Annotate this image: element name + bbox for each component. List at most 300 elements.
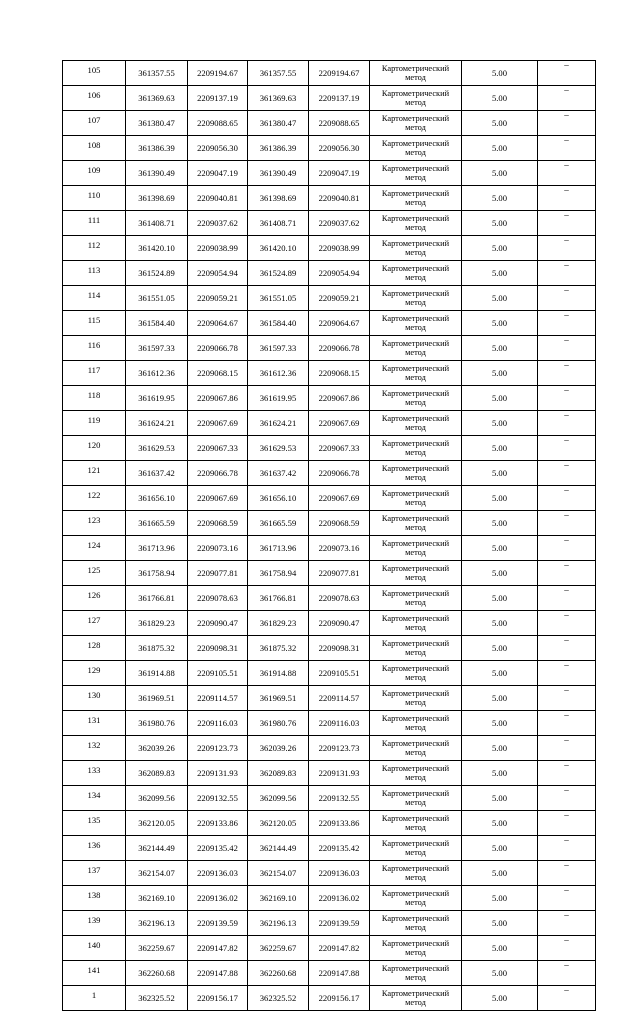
accuracy-cell: 5.00	[462, 911, 538, 936]
description-cell: –	[538, 61, 596, 86]
point-number-cell: 140	[63, 936, 126, 961]
table-row	[63, 536, 596, 561]
y-coordinate-new-cell: 2209056.30	[309, 136, 370, 161]
x-coordinate-new-cell: 361398.69	[248, 186, 309, 211]
method-line-1: Картометрический	[381, 289, 450, 298]
point-number-cell: 138	[63, 886, 126, 911]
description-cell: –	[538, 811, 596, 836]
table-row	[63, 836, 596, 861]
description-cell: –	[538, 711, 596, 736]
y-coordinate-cell: 2209136.03	[188, 861, 248, 886]
table-row	[63, 961, 596, 986]
x-coordinate-cell: 361914.88	[126, 661, 188, 686]
point-number-cell: 116	[63, 336, 126, 361]
y-coordinate-new-cell: 2209077.81	[309, 561, 370, 586]
point-number-cell: 137	[63, 861, 126, 886]
x-coordinate-new-cell: 361629.53	[248, 436, 309, 461]
y-coordinate-cell: 2209135.42	[188, 836, 248, 861]
description-cell: –	[538, 461, 596, 486]
description-cell: –	[538, 761, 596, 786]
x-coordinate-cell: 361629.53	[126, 436, 188, 461]
y-coordinate-new-cell: 2209064.67	[309, 311, 370, 336]
point-number-cell: 105	[63, 61, 126, 86]
x-coordinate-new-cell: 361380.47	[248, 111, 309, 136]
y-coordinate-cell: 2209139.59	[188, 911, 248, 936]
method-line-1: Картометрический	[381, 539, 450, 548]
x-coordinate-cell: 362169.10	[126, 886, 188, 911]
accuracy-cell: 5.00	[462, 461, 538, 486]
table-row	[63, 711, 596, 736]
x-coordinate-new-cell: 362169.10	[248, 886, 309, 911]
method-line-1: Картометрический	[381, 439, 450, 448]
y-coordinate-new-cell: 2209133.86	[309, 811, 370, 836]
table-row	[63, 211, 596, 236]
method-line-2: метод	[405, 473, 426, 482]
point-number-cell: 110	[63, 186, 126, 211]
table-row	[63, 236, 596, 261]
table-row	[63, 111, 596, 136]
description-cell: –	[538, 111, 596, 136]
method-line-2: метод	[405, 248, 426, 257]
method-line-2: метод	[405, 98, 426, 107]
x-coordinate-cell: 361369.63	[126, 86, 188, 111]
y-coordinate-new-cell: 2209136.03	[309, 861, 370, 886]
point-number-cell: 109	[63, 161, 126, 186]
point-number-cell: 112	[63, 236, 126, 261]
method-cell	[370, 486, 462, 511]
method-line-2: метод	[405, 923, 426, 932]
method-line-1: Картометрический	[381, 664, 450, 673]
method-line-2: метод	[405, 423, 426, 432]
method-line-1: Картометрический	[381, 464, 450, 473]
method-cell	[370, 986, 462, 1011]
point-number-cell: 136	[63, 836, 126, 861]
method-line-2: метод	[405, 398, 426, 407]
method-line-1: Картометрический	[381, 214, 450, 223]
method-line-2: метод	[405, 348, 426, 357]
method-cell	[370, 561, 462, 586]
description-cell: –	[538, 911, 596, 936]
method-line-1: Картометрический	[381, 514, 450, 523]
description-cell: –	[538, 886, 596, 911]
point-number-cell: 120	[63, 436, 126, 461]
x-coordinate-new-cell: 361829.23	[248, 611, 309, 636]
method-cell	[370, 936, 462, 961]
method-cell	[370, 611, 462, 636]
y-coordinate-new-cell: 2209066.78	[309, 336, 370, 361]
method-cell	[370, 861, 462, 886]
y-coordinate-new-cell: 2209116.03	[309, 711, 370, 736]
x-coordinate-new-cell: 361369.63	[248, 86, 309, 111]
table-row	[63, 511, 596, 536]
method-line-1: Картометрический	[381, 714, 450, 723]
x-coordinate-cell: 361713.96	[126, 536, 188, 561]
method-line-2: метод	[405, 273, 426, 282]
method-cell	[370, 211, 462, 236]
method-line-2: метод	[405, 748, 426, 757]
x-coordinate-cell: 361398.69	[126, 186, 188, 211]
point-number-cell: 126	[63, 586, 126, 611]
method-line-1: Картометрический	[381, 589, 450, 598]
x-coordinate-cell: 361875.32	[126, 636, 188, 661]
description-cell: –	[538, 336, 596, 361]
point-number-cell: 106	[63, 86, 126, 111]
description-cell: –	[538, 861, 596, 886]
x-coordinate-cell: 361408.71	[126, 211, 188, 236]
table-row	[63, 261, 596, 286]
method-cell	[370, 311, 462, 336]
table-row	[63, 811, 596, 836]
y-coordinate-new-cell: 2209066.78	[309, 461, 370, 486]
point-number-cell: 125	[63, 561, 126, 586]
y-coordinate-new-cell: 2209131.93	[309, 761, 370, 786]
y-coordinate-cell: 2209067.69	[188, 411, 248, 436]
point-number-cell: 128	[63, 636, 126, 661]
method-line-1: Картометрический	[381, 264, 450, 273]
x-coordinate-new-cell: 361408.71	[248, 211, 309, 236]
method-cell	[370, 461, 462, 486]
description-cell: –	[538, 486, 596, 511]
method-line-2: метод	[405, 823, 426, 832]
table-row	[63, 611, 596, 636]
method-cell	[370, 661, 462, 686]
x-coordinate-cell: 361524.89	[126, 261, 188, 286]
method-cell	[370, 236, 462, 261]
table-row	[63, 561, 596, 586]
x-coordinate-new-cell: 361758.94	[248, 561, 309, 586]
point-number-cell: 130	[63, 686, 126, 711]
method-line-1: Картометрический	[381, 614, 450, 623]
point-number-cell: 108	[63, 136, 126, 161]
point-number-cell: 124	[63, 536, 126, 561]
method-line-1: Картометрический	[381, 89, 450, 98]
x-coordinate-cell: 361357.55	[126, 61, 188, 86]
accuracy-cell: 5.00	[462, 886, 538, 911]
point-number-cell: 134	[63, 786, 126, 811]
x-coordinate-cell: 361637.42	[126, 461, 188, 486]
description-cell: –	[538, 561, 596, 586]
point-number-cell: 132	[63, 736, 126, 761]
method-line-2: метод	[405, 198, 426, 207]
accuracy-cell: 5.00	[462, 736, 538, 761]
description-cell: –	[538, 986, 596, 1011]
y-coordinate-cell: 2209040.81	[188, 186, 248, 211]
method-cell	[370, 411, 462, 436]
x-coordinate-cell: 362259.67	[126, 936, 188, 961]
table-row	[63, 911, 596, 936]
y-coordinate-new-cell: 2209136.02	[309, 886, 370, 911]
method-cell	[370, 111, 462, 136]
method-line-1: Картометрический	[381, 764, 450, 773]
accuracy-cell: 5.00	[462, 161, 538, 186]
description-cell: –	[538, 86, 596, 111]
y-coordinate-cell: 2209194.67	[188, 61, 248, 86]
method-line-2: метод	[405, 523, 426, 532]
y-coordinate-cell: 2209038.99	[188, 236, 248, 261]
accuracy-cell: 5.00	[462, 661, 538, 686]
y-coordinate-cell: 2209067.86	[188, 386, 248, 411]
method-line-2: метод	[405, 148, 426, 157]
description-cell: –	[538, 161, 596, 186]
table-row	[63, 411, 596, 436]
y-coordinate-new-cell: 2209068.15	[309, 361, 370, 386]
x-coordinate-new-cell: 362196.13	[248, 911, 309, 936]
x-coordinate-new-cell: 362144.49	[248, 836, 309, 861]
y-coordinate-cell: 2209133.86	[188, 811, 248, 836]
x-coordinate-cell: 362039.26	[126, 736, 188, 761]
y-coordinate-cell: 2209131.93	[188, 761, 248, 786]
method-line-2: метод	[405, 698, 426, 707]
x-coordinate-cell: 361656.10	[126, 486, 188, 511]
table-row	[63, 436, 596, 461]
method-cell	[370, 811, 462, 836]
y-coordinate-new-cell: 2209147.88	[309, 961, 370, 986]
point-number-cell: 114	[63, 286, 126, 311]
x-coordinate-new-cell: 361875.32	[248, 636, 309, 661]
method-line-2: метод	[405, 373, 426, 382]
method-line-1: Картометрический	[381, 239, 450, 248]
y-coordinate-cell: 2209068.59	[188, 511, 248, 536]
y-coordinate-cell: 2209047.19	[188, 161, 248, 186]
method-line-2: метод	[405, 573, 426, 582]
method-line-1: Картометрический	[381, 114, 450, 123]
accuracy-cell: 5.00	[462, 286, 538, 311]
y-coordinate-cell: 2209137.19	[188, 86, 248, 111]
method-cell	[370, 361, 462, 386]
method-line-2: метод	[405, 298, 426, 307]
y-coordinate-new-cell: 2209038.99	[309, 236, 370, 261]
x-coordinate-new-cell: 361624.21	[248, 411, 309, 436]
method-cell	[370, 886, 462, 911]
x-coordinate-new-cell: 361420.10	[248, 236, 309, 261]
x-coordinate-new-cell: 361969.51	[248, 686, 309, 711]
method-cell	[370, 761, 462, 786]
method-line-1: Картометрический	[381, 489, 450, 498]
x-coordinate-new-cell: 361524.89	[248, 261, 309, 286]
x-coordinate-cell: 361758.94	[126, 561, 188, 586]
method-cell	[370, 136, 462, 161]
x-coordinate-cell: 362196.13	[126, 911, 188, 936]
description-cell: –	[538, 661, 596, 686]
method-cell	[370, 961, 462, 986]
table-row	[63, 86, 596, 111]
method-line-2: метод	[405, 123, 426, 132]
y-coordinate-new-cell: 2209147.82	[309, 936, 370, 961]
method-line-2: метод	[405, 498, 426, 507]
point-number-cell: 121	[63, 461, 126, 486]
method-cell	[370, 336, 462, 361]
description-cell: –	[538, 611, 596, 636]
y-coordinate-new-cell: 2209068.59	[309, 511, 370, 536]
method-cell	[370, 536, 462, 561]
method-line-2: метод	[405, 323, 426, 332]
method-cell	[370, 86, 462, 111]
y-coordinate-new-cell: 2209105.51	[309, 661, 370, 686]
table-row	[63, 686, 596, 711]
y-coordinate-new-cell: 2209090.47	[309, 611, 370, 636]
point-number-cell: 115	[63, 311, 126, 336]
y-coordinate-cell: 2209068.15	[188, 361, 248, 386]
description-cell: –	[538, 736, 596, 761]
x-coordinate-cell: 362089.83	[126, 761, 188, 786]
method-line-1: Картометрический	[381, 964, 450, 973]
point-number-cell: 127	[63, 611, 126, 636]
method-line-1: Картометрический	[381, 689, 450, 698]
y-coordinate-new-cell: 2209040.81	[309, 186, 370, 211]
x-coordinate-new-cell: 361390.49	[248, 161, 309, 186]
y-coordinate-new-cell: 2209067.86	[309, 386, 370, 411]
accuracy-cell: 5.00	[462, 586, 538, 611]
y-coordinate-new-cell: 2209114.57	[309, 686, 370, 711]
table-row	[63, 586, 596, 611]
y-coordinate-new-cell: 2209194.67	[309, 61, 370, 86]
table-row	[63, 936, 596, 961]
method-cell	[370, 61, 462, 86]
point-number-cell: 141	[63, 961, 126, 986]
point-number-cell: 133	[63, 761, 126, 786]
table-row	[63, 286, 596, 311]
table-row	[63, 736, 596, 761]
method-line-2: метод	[405, 223, 426, 232]
method-line-2: метод	[405, 873, 426, 882]
y-coordinate-cell: 2209059.21	[188, 286, 248, 311]
method-line-1: Картометрический	[381, 564, 450, 573]
x-coordinate-new-cell: 362325.52	[248, 986, 309, 1011]
method-line-1: Картометрический	[381, 989, 450, 998]
y-coordinate-new-cell: 2209156.17	[309, 986, 370, 1011]
x-coordinate-cell: 361584.40	[126, 311, 188, 336]
method-line-1: Картометрический	[381, 864, 450, 873]
description-cell: –	[538, 186, 596, 211]
table-row	[63, 761, 596, 786]
accuracy-cell: 5.00	[462, 836, 538, 861]
x-coordinate-cell: 362325.52	[126, 986, 188, 1011]
accuracy-cell: 5.00	[462, 811, 538, 836]
accuracy-cell: 5.00	[462, 136, 538, 161]
x-coordinate-new-cell: 361551.05	[248, 286, 309, 311]
method-line-2: метод	[405, 848, 426, 857]
accuracy-cell: 5.00	[462, 336, 538, 361]
method-cell	[370, 186, 462, 211]
point-number-cell: 122	[63, 486, 126, 511]
description-cell: –	[538, 136, 596, 161]
y-coordinate-cell: 2209067.69	[188, 486, 248, 511]
point-number-cell: 111	[63, 211, 126, 236]
method-line-1: Картометрический	[381, 64, 450, 73]
y-coordinate-cell: 2209147.82	[188, 936, 248, 961]
description-cell: –	[538, 686, 596, 711]
accuracy-cell: 5.00	[462, 961, 538, 986]
point-number-cell: 113	[63, 261, 126, 286]
y-coordinate-cell: 2209088.65	[188, 111, 248, 136]
accuracy-cell: 5.00	[462, 711, 538, 736]
method-line-1: Картометрический	[381, 314, 450, 323]
accuracy-cell: 5.00	[462, 411, 538, 436]
x-coordinate-new-cell: 361980.76	[248, 711, 309, 736]
y-coordinate-new-cell: 2209059.21	[309, 286, 370, 311]
description-cell: –	[538, 311, 596, 336]
accuracy-cell: 5.00	[462, 61, 538, 86]
x-coordinate-cell: 362099.56	[126, 786, 188, 811]
x-coordinate-new-cell: 361665.59	[248, 511, 309, 536]
description-cell: –	[538, 836, 596, 861]
y-coordinate-cell: 2209136.02	[188, 886, 248, 911]
method-line-2: метод	[405, 73, 426, 82]
y-coordinate-cell: 2209090.47	[188, 611, 248, 636]
y-coordinate-new-cell: 2209067.69	[309, 486, 370, 511]
method-line-1: Картометрический	[381, 889, 450, 898]
method-cell	[370, 511, 462, 536]
table-row	[63, 161, 596, 186]
method-cell	[370, 636, 462, 661]
table-row	[63, 461, 596, 486]
x-coordinate-new-cell: 362039.26	[248, 736, 309, 761]
method-line-2: метод	[405, 623, 426, 632]
description-cell: –	[538, 586, 596, 611]
accuracy-cell: 5.00	[462, 436, 538, 461]
method-line-1: Картометрический	[381, 789, 450, 798]
description-cell: –	[538, 411, 596, 436]
method-cell	[370, 711, 462, 736]
y-coordinate-cell: 2209054.94	[188, 261, 248, 286]
x-coordinate-cell: 361597.33	[126, 336, 188, 361]
table-row	[63, 361, 596, 386]
x-coordinate-cell: 361624.21	[126, 411, 188, 436]
y-coordinate-new-cell: 2209054.94	[309, 261, 370, 286]
method-line-1: Картометрический	[381, 739, 450, 748]
method-line-1: Картометрический	[381, 814, 450, 823]
y-coordinate-cell: 2209067.33	[188, 436, 248, 461]
point-number-cell: 117	[63, 361, 126, 386]
description-cell: –	[538, 436, 596, 461]
x-coordinate-new-cell: 361766.81	[248, 586, 309, 611]
accuracy-cell: 5.00	[462, 861, 538, 886]
accuracy-cell: 5.00	[462, 186, 538, 211]
x-coordinate-new-cell: 361597.33	[248, 336, 309, 361]
table-row	[63, 186, 596, 211]
description-cell: –	[538, 961, 596, 986]
x-coordinate-cell: 362154.07	[126, 861, 188, 886]
point-number-cell: 135	[63, 811, 126, 836]
x-coordinate-new-cell: 362260.68	[248, 961, 309, 986]
table-row	[63, 786, 596, 811]
method-line-1: Картометрический	[381, 939, 450, 948]
accuracy-cell: 5.00	[462, 611, 538, 636]
method-line-2: метод	[405, 648, 426, 657]
table-row	[63, 886, 596, 911]
accuracy-cell: 5.00	[462, 536, 538, 561]
x-coordinate-cell: 361829.23	[126, 611, 188, 636]
accuracy-cell: 5.00	[462, 311, 538, 336]
y-coordinate-cell: 2209156.17	[188, 986, 248, 1011]
accuracy-cell: 5.00	[462, 936, 538, 961]
description-cell: –	[538, 361, 596, 386]
method-cell	[370, 911, 462, 936]
accuracy-cell: 5.00	[462, 786, 538, 811]
y-coordinate-cell: 2209078.63	[188, 586, 248, 611]
accuracy-cell: 5.00	[462, 111, 538, 136]
table-row	[63, 311, 596, 336]
accuracy-cell: 5.00	[462, 761, 538, 786]
method-cell	[370, 836, 462, 861]
method-line-1: Картометрический	[381, 139, 450, 148]
coordinates-table	[62, 60, 596, 1011]
method-line-1: Картометрический	[381, 639, 450, 648]
accuracy-cell: 5.00	[462, 636, 538, 661]
y-coordinate-cell: 2209066.78	[188, 336, 248, 361]
y-coordinate-cell: 2209114.57	[188, 686, 248, 711]
method-cell	[370, 436, 462, 461]
